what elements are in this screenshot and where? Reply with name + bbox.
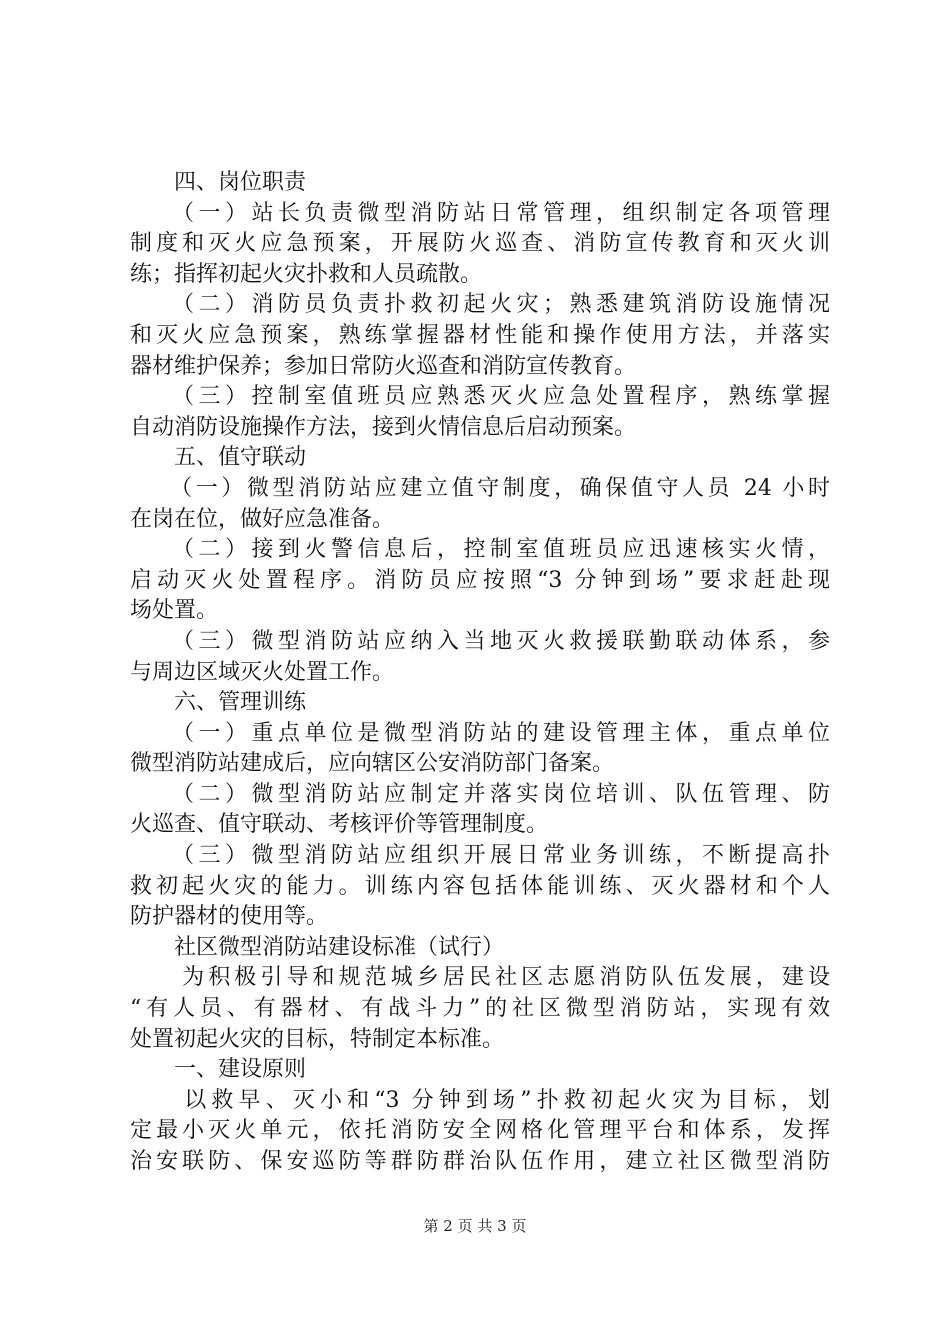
- text-line: （二）消防员负责扑救初起火灾；熟悉建筑消防设施情况: [130, 292, 830, 318]
- text-line: 定最小灭火单元，依托消防安全网格化管理平台和体系，发挥: [130, 1118, 830, 1144]
- text-line: 与周边区域灭火处置工作。: [130, 659, 395, 685]
- text-line: 自动消防设施操作方法，接到火情信息后启动预案。: [130, 414, 637, 440]
- text-line: （二）接到火警信息后，控制室值班员应迅速核实火情，: [130, 537, 830, 563]
- text-line: （一）微型消防站应建立值守制度，确保值守人员 24 小时: [130, 475, 830, 501]
- text-line: （二）微型消防站应制定并落实岗位培训、队伍管理、防: [130, 781, 830, 807]
- text-line: 五、值守联动: [130, 445, 307, 471]
- text-line: 四、岗位职责: [130, 170, 307, 195]
- text-line: 救初起火灾的能力。训练内容包括体能训练、灭火器材和个人: [130, 873, 830, 899]
- text-line: 微型消防站建成后，应向辖区公安消防部门备案。: [130, 751, 615, 777]
- text-line: 和灭火应急预案，熟练掌握器材性能和操作使用方法，并落实: [130, 322, 830, 348]
- text-line: 处置初起火灾的目标，特制定本标准。: [130, 1026, 505, 1052]
- text-line: （三）控制室值班员应熟悉灭火应急处置程序，熟练掌握: [130, 384, 830, 410]
- text-line: （三）微型消防站应纳入当地灭火救援联勤联动体系，参: [130, 628, 830, 654]
- text-line: （一）重点单位是微型消防站的建设管理主体，重点单位: [130, 720, 830, 746]
- text-line: 一、建设原则: [130, 1057, 307, 1083]
- text-line: 以救早、灭小和“3 分钟到场”扑救初起火灾为目标，划: [130, 1087, 830, 1113]
- text-line: 练；指挥初起火灾扑救和人员疏散。: [130, 261, 483, 287]
- text-line: 为积极引导和规范城乡居民社区志愿消防队伍发展，建设: [130, 965, 830, 991]
- text-line: 防护器材的使用等。: [130, 904, 329, 930]
- text-line: 制度和灭火应急预案，开展防火巡查、消防宣传教育和灭火训: [130, 231, 830, 257]
- text-line: 在岗在位，做好应急准备。: [130, 506, 395, 532]
- text-line: （一）站长负责微型消防站日常管理，组织制定各项管理: [130, 200, 830, 226]
- text-line: 场处置。: [130, 598, 219, 624]
- text-line: 六、管理训练: [130, 690, 307, 716]
- text-line: 治安联防、保安巡防等群防群治队伍作用，建立社区微型消防: [130, 1149, 830, 1174]
- text-line: 启动灭火处置程序。消防员应按照“3 分钟到场”要求赶赴现: [130, 567, 830, 593]
- document-body: [130, 168, 830, 1178]
- text-line: “有人员、有器材、有战斗力”的社区微型消防站，实现有效: [130, 996, 830, 1022]
- text-line: 器材维护保养；参加日常防火巡查和消防宣传教育。: [130, 353, 637, 379]
- page-footer: 第 2 页 共 3 页: [423, 1217, 527, 1235]
- text-line: （三）微型消防站应组织开展日常业务训练，不断提高扑: [130, 843, 830, 869]
- text-line: 火巡查、值守联动、考核评价等管理制度。: [130, 812, 549, 838]
- text-line: 社区微型消防站建设标准（试行）: [130, 934, 505, 960]
